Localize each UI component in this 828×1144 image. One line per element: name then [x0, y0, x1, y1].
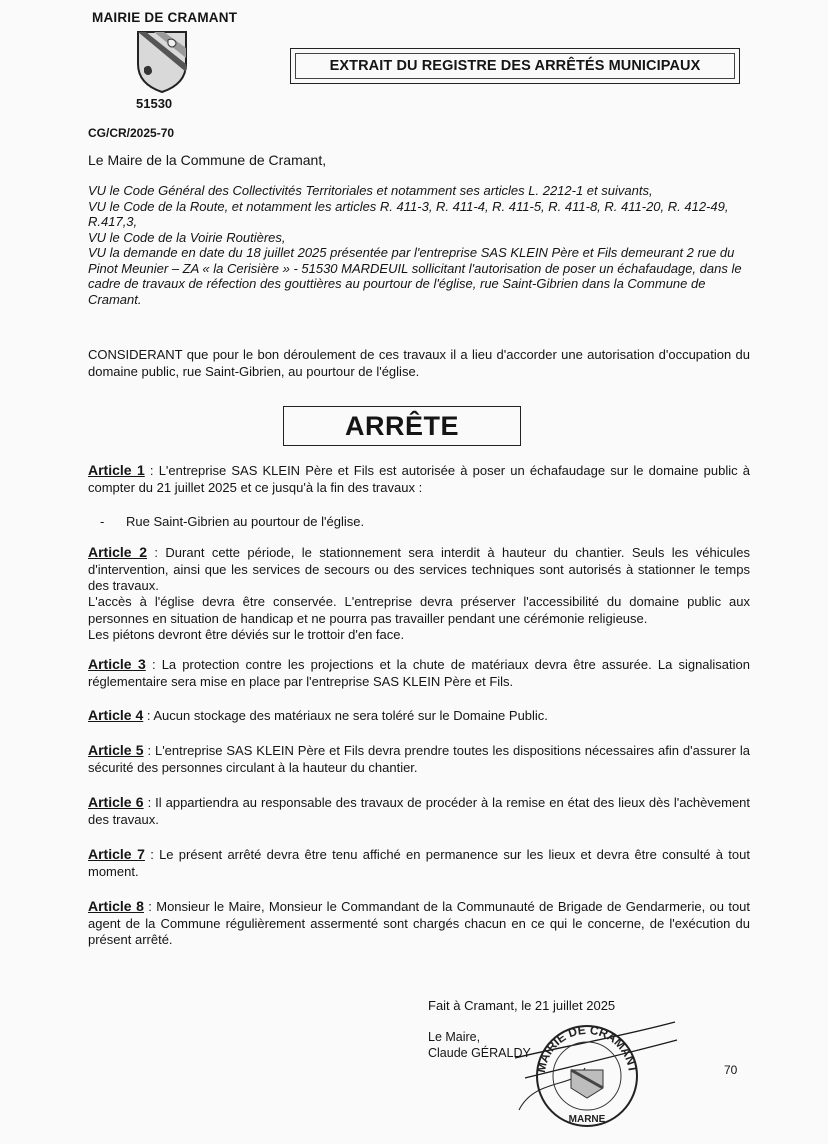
seal-bottom-text: MARNE — [568, 1114, 606, 1125]
article-label: Article 6 — [88, 794, 144, 810]
vu-block — [88, 183, 748, 307]
article-separator: : — [143, 795, 156, 810]
article-2 — [88, 544, 750, 595]
article-label: Article 4 — [88, 707, 144, 723]
article-text: Durant cette période, le stationnement sera interdit à hauteur du chantier. Seuls les véhicules d'intervention, ainsi que les services de secours ou des services techniques sont autorisés à stationner le temps des travaux. — [88, 545, 750, 593]
article-separator: : — [147, 545, 166, 560]
article-8 — [88, 898, 750, 949]
page-number: 70 — [724, 1063, 738, 1077]
article-7 — [88, 846, 750, 880]
article-text: L'entreprise SAS KLEIN Père et Fils est autorisée à poser un échafaudage sur le domaine public à compter du 21 juillet 2025 et ce jusqu'à la fin des travaux : — [88, 463, 750, 495]
article-2-paragraph: L'accès à l'église devra être conservée. L'entreprise devra préserver l'accessibilité du domaine public aux personnes en situation de handicap et ne pourra pas travailler pendant une cérémonie religieuse. — [88, 594, 750, 626]
signatory-name: Claude GÉRALDY — [428, 1046, 531, 1060]
article-label: Article 8 — [88, 898, 144, 914]
article-1 — [88, 462, 750, 496]
mairie-name: MAIRIE DE CRAMANT — [92, 10, 238, 25]
article-separator: : — [144, 463, 159, 478]
article-3 — [88, 656, 750, 690]
vu-item: VU le Code Général des Collectivités Territoriales et notamment ses articles L. 2212-1 et suivants, — [88, 183, 653, 198]
article-separator: : — [145, 657, 162, 672]
reference-number: CG/CR/2025-70 — [88, 126, 175, 140]
article-4 — [88, 707, 750, 725]
coat-of-arms-icon — [134, 28, 190, 94]
article-text: L'entreprise SAS KLEIN Père et Fils devra prendre toutes les dispositions nécessaires afin d'assurer la sécurité des personnes circulant à la hauteur du chantier. — [88, 743, 751, 775]
article-text: La protection contre les projections et la chute de matériaux devra être assurée. La signalisation réglementaire sera mise en place par l'entreprise SAS KLEIN Père et Fils. — [88, 657, 750, 689]
article-label: Article 1 — [88, 462, 145, 478]
article-separator: : — [144, 847, 160, 862]
article-label: Article 3 — [88, 656, 146, 672]
seal-top-text: MAIRIE DE CRAMANT — [533, 1022, 640, 1074]
article-label: Article 5 — [88, 742, 144, 758]
register-title-box — [290, 48, 740, 84]
article-separator: : — [143, 708, 154, 723]
article-text: Aucun stockage des matériaux ne sera toléré sur le Domaine Public. — [153, 708, 548, 723]
article-5 — [88, 742, 750, 776]
official-seal-stamp — [505, 1018, 685, 1128]
intro-line: Le Maire de la Commune de Cramant, — [88, 152, 327, 168]
article-text: Monsieur le Maire, Monsieur le Commandant de la Communauté de Brigade de Gendarmerie, ou tout agent de la Commune régulièrement assermenté sont chargés chacun en ce qui le concerne, de l'exécution du présent arrêté. — [88, 899, 751, 947]
article-text: Le présent arrêté devra être tenu affiché en permanence sur les lieux et devra être consulté à tout moment. — [88, 847, 750, 879]
vu-item: VU la demande en date du 18 juillet 2025 présentée par l'entreprise SAS KLEIN Père et Fils demeurant 2 rue du Pinot Meunier – ZA « la Cerisière » - 51530 MARDEUIL sollicitant l'autorisation de poser un échafaudage, dans le cadre de travaux de réfection des gouttières au pourtour de l'église, rue Saint-Gibrien dans la Commune de Cramant. — [88, 245, 742, 307]
bullet-marker: - — [100, 514, 105, 529]
article-separator: : — [143, 743, 155, 758]
register-title: EXTRAIT DU REGISTRE DES ARRÊTÉS MUNICIPAUX — [329, 58, 701, 74]
article-2-paragraph: Les piétons devront être déviés sur le trottoir d'en face. — [88, 627, 405, 642]
postcode: 51530 — [136, 96, 173, 111]
article-label: Article 7 — [88, 846, 145, 862]
article-6 — [88, 794, 750, 828]
arrete-heading: ARRÊTE — [344, 411, 459, 441]
article-text: Il appartiendra au responsable des travaux de procéder à la remise en état des lieux dès l'achèvement des travaux. — [88, 795, 751, 827]
signature-date: Fait à Cramant, le 21 juillet 2025 — [428, 998, 616, 1013]
arrete-heading-box — [283, 406, 521, 446]
considerant-paragraph: CONSIDERANT que pour le bon déroulement de ces travaux il a lieu d'accorder une autorisation d'occupation du domaine public, rue Saint-Gibrien, au pourtour de l'église. — [88, 347, 750, 379]
article-label: Article 2 — [88, 544, 148, 560]
signatory-title: Le Maire, — [428, 1030, 481, 1044]
article-separator: : — [143, 899, 157, 914]
bullet-text: Rue Saint-Gibrien au pourtour de l'église. — [126, 514, 365, 529]
vu-item: VU le Code de la Voirie Routières, — [88, 229, 286, 245]
vu-item: VU le Code de la Route, et notamment les articles R. 411-3, R. 411-4, R. 411-5, R. 411-8, R. 411-20, R. 412-49, R.417,3, — [88, 198, 729, 229]
